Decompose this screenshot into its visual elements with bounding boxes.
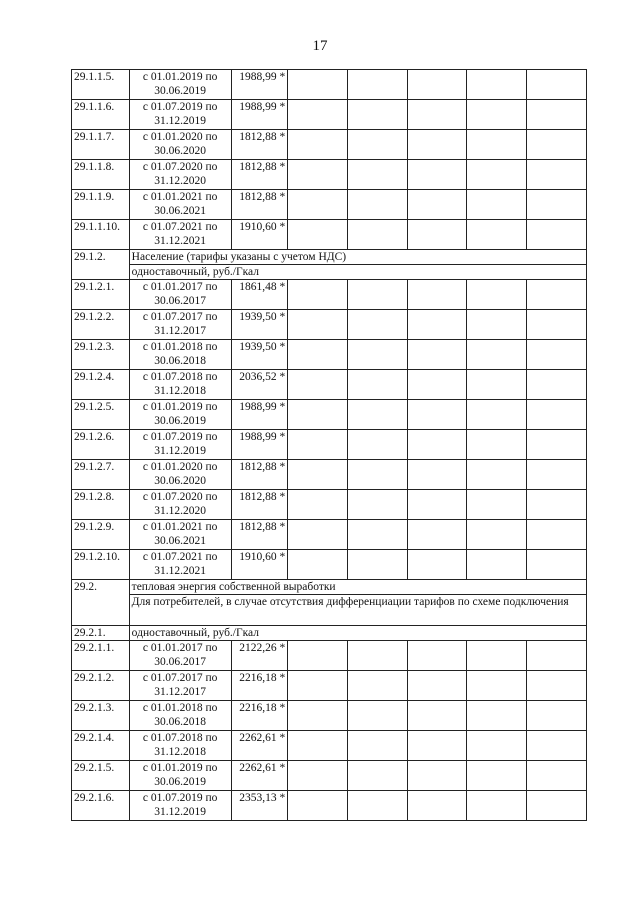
- row-number: 29.1.2.4.: [72, 370, 130, 400]
- period-cell: с 01.01.2020 по 30.06.2020: [129, 460, 231, 490]
- empty-cell: [407, 520, 467, 550]
- empty-cell: [348, 370, 408, 400]
- empty-cell: [467, 400, 527, 430]
- empty-cell: [407, 460, 467, 490]
- period-cell: с 01.01.2018 по 30.06.2018: [129, 701, 231, 731]
- table-row: [72, 520, 587, 550]
- empty-cell: [407, 761, 467, 791]
- period-cell: с 01.07.2019 по 31.12.2019: [129, 430, 231, 460]
- tariff-value: 1812,88 *: [231, 490, 288, 520]
- empty-cell: [527, 160, 587, 190]
- empty-cell: [467, 190, 527, 220]
- row-number: 29.1.2.6.: [72, 430, 130, 460]
- section-title: Население (тарифы указаны с учетом НДС): [129, 250, 586, 265]
- empty-cell: [348, 430, 408, 460]
- period-cell: с 01.07.2020 по 31.12.2020: [129, 160, 231, 190]
- period-cell: с 01.01.2017 по 30.06.2017: [129, 641, 231, 671]
- period-cell: с 01.01.2021 по 30.06.2021: [129, 190, 231, 220]
- tariff-table: [71, 69, 587, 821]
- empty-cell: [288, 520, 348, 550]
- empty-cell: [348, 310, 408, 340]
- empty-cell: [527, 400, 587, 430]
- tariff-value: 1988,99 *: [231, 400, 288, 430]
- section-number: 29.2.: [72, 580, 130, 626]
- empty-cell: [467, 731, 527, 761]
- empty-cell: [467, 520, 527, 550]
- empty-cell: [527, 370, 587, 400]
- tariff-value: 1988,99 *: [231, 70, 288, 100]
- empty-cell: [467, 310, 527, 340]
- tariff-value: 1988,99 *: [231, 430, 288, 460]
- period-cell: с 01.01.2019 по 30.06.2019: [129, 761, 231, 791]
- empty-cell: [348, 340, 408, 370]
- empty-cell: [407, 671, 467, 701]
- empty-cell: [348, 100, 408, 130]
- empty-cell: [348, 641, 408, 671]
- period-cell: с 01.01.2017 по 30.06.2017: [129, 280, 231, 310]
- empty-cell: [348, 280, 408, 310]
- period-cell: с 01.07.2021 по 31.12.2021: [129, 220, 231, 250]
- empty-cell: [407, 340, 467, 370]
- section-row: [72, 626, 587, 641]
- period-cell: с 01.07.2020 по 31.12.2020: [129, 490, 231, 520]
- empty-cell: [527, 130, 587, 160]
- row-number: 29.2.1.3.: [72, 701, 130, 731]
- tariff-value: 2036,52 *: [231, 370, 288, 400]
- tariff-value: 1861,48 *: [231, 280, 288, 310]
- empty-cell: [467, 701, 527, 731]
- empty-cell: [348, 400, 408, 430]
- empty-cell: [407, 731, 467, 761]
- empty-cell: [467, 370, 527, 400]
- empty-cell: [527, 430, 587, 460]
- empty-cell: [467, 220, 527, 250]
- empty-cell: [527, 70, 587, 100]
- empty-cell: [467, 130, 527, 160]
- empty-cell: [288, 340, 348, 370]
- tariff-value: 1910,60 *: [231, 550, 288, 580]
- tariff-value: 1988,99 *: [231, 100, 288, 130]
- table-row: [72, 671, 587, 701]
- row-number: 29.1.2.7.: [72, 460, 130, 490]
- empty-cell: [527, 280, 587, 310]
- empty-cell: [348, 220, 408, 250]
- empty-cell: [527, 550, 587, 580]
- period-cell: с 01.07.2018 по 31.12.2018: [129, 370, 231, 400]
- section-row: [72, 580, 587, 595]
- empty-cell: [467, 340, 527, 370]
- table-row: [72, 550, 587, 580]
- section-title: тепловая энергия собственной выработки: [129, 580, 586, 595]
- empty-cell: [288, 641, 348, 671]
- empty-cell: [288, 550, 348, 580]
- empty-cell: [527, 490, 587, 520]
- row-number: 29.1.2.1.: [72, 280, 130, 310]
- empty-cell: [288, 761, 348, 791]
- empty-cell: [467, 550, 527, 580]
- empty-cell: [407, 160, 467, 190]
- empty-cell: [527, 731, 587, 761]
- empty-cell: [527, 791, 587, 821]
- empty-cell: [348, 190, 408, 220]
- table-row: [72, 731, 587, 761]
- tariff-value: 2122,26 *: [231, 641, 288, 671]
- row-number: 29.2.1.1.: [72, 641, 130, 671]
- empty-cell: [348, 550, 408, 580]
- table-row: [72, 641, 587, 671]
- table-row: [72, 130, 587, 160]
- row-number: 29.2.1.6.: [72, 791, 130, 821]
- empty-cell: [288, 370, 348, 400]
- table-row: [72, 340, 587, 370]
- empty-cell: [527, 641, 587, 671]
- empty-cell: [467, 280, 527, 310]
- table-row: [72, 310, 587, 340]
- empty-cell: [527, 761, 587, 791]
- empty-cell: [288, 671, 348, 701]
- row-number: 29.1.2.9.: [72, 520, 130, 550]
- period-cell: с 01.07.2017 по 31.12.2017: [129, 310, 231, 340]
- empty-cell: [527, 460, 587, 490]
- period-cell: с 01.01.2019 по 30.06.2019: [129, 70, 231, 100]
- empty-cell: [348, 761, 408, 791]
- empty-cell: [467, 761, 527, 791]
- empty-cell: [407, 791, 467, 821]
- empty-cell: [348, 160, 408, 190]
- empty-cell: [407, 701, 467, 731]
- row-number: 29.2.1.4.: [72, 731, 130, 761]
- table-row: [72, 791, 587, 821]
- empty-cell: [467, 460, 527, 490]
- empty-cell: [348, 460, 408, 490]
- row-number: 29.1.1.7.: [72, 130, 130, 160]
- table-row: [72, 400, 587, 430]
- empty-cell: [288, 280, 348, 310]
- empty-cell: [288, 430, 348, 460]
- table-row: [72, 430, 587, 460]
- table-row: [72, 490, 587, 520]
- empty-cell: [467, 160, 527, 190]
- tariff-value: 2353,13 *: [231, 791, 288, 821]
- empty-cell: [288, 190, 348, 220]
- empty-cell: [527, 220, 587, 250]
- empty-cell: [527, 520, 587, 550]
- period-cell: с 01.07.2019 по 31.12.2019: [129, 791, 231, 821]
- empty-cell: [348, 731, 408, 761]
- row-number: 29.2.1.5.: [72, 761, 130, 791]
- empty-cell: [527, 190, 587, 220]
- empty-cell: [527, 340, 587, 370]
- row-number: 29.1.1.10.: [72, 220, 130, 250]
- period-cell: с 01.07.2019 по 31.12.2019: [129, 100, 231, 130]
- empty-cell: [348, 791, 408, 821]
- tariff-value: 1812,88 *: [231, 520, 288, 550]
- empty-cell: [288, 731, 348, 761]
- empty-cell: [467, 430, 527, 460]
- tariff-value: 1812,88 *: [231, 160, 288, 190]
- empty-cell: [527, 100, 587, 130]
- tariff-value: 2216,18 *: [231, 701, 288, 731]
- table-row: [72, 280, 587, 310]
- section-title: одноставочный, руб./Гкал: [129, 626, 586, 641]
- empty-cell: [527, 310, 587, 340]
- empty-cell: [407, 490, 467, 520]
- row-number: 29.1.1.8.: [72, 160, 130, 190]
- tariff-value: 1812,88 *: [231, 460, 288, 490]
- empty-cell: [288, 130, 348, 160]
- empty-cell: [348, 490, 408, 520]
- empty-cell: [288, 220, 348, 250]
- empty-cell: [407, 70, 467, 100]
- table-row: [72, 460, 587, 490]
- table-row: [72, 220, 587, 250]
- table-row: [72, 761, 587, 791]
- row-number: 29.1.2.8.: [72, 490, 130, 520]
- empty-cell: [288, 310, 348, 340]
- tariff-value: 1910,60 *: [231, 220, 288, 250]
- tariff-value: 2216,18 *: [231, 671, 288, 701]
- empty-cell: [407, 370, 467, 400]
- empty-cell: [288, 460, 348, 490]
- row-number: 29.1.2.2.: [72, 310, 130, 340]
- tariff-value: 1812,88 *: [231, 190, 288, 220]
- table-row: [72, 70, 587, 100]
- empty-cell: [348, 130, 408, 160]
- period-cell: с 01.01.2020 по 30.06.2020: [129, 130, 231, 160]
- tariff-value: 1939,50 *: [231, 310, 288, 340]
- row-number: 29.1.2.3.: [72, 340, 130, 370]
- empty-cell: [407, 641, 467, 671]
- tariff-value: 2262,61 *: [231, 761, 288, 791]
- period-cell: с 01.07.2018 по 31.12.2018: [129, 731, 231, 761]
- empty-cell: [288, 490, 348, 520]
- tariff-value: 2262,61 *: [231, 731, 288, 761]
- empty-cell: [407, 220, 467, 250]
- row-number: 29.1.2.5.: [72, 400, 130, 430]
- period-cell: с 01.07.2017 по 31.12.2017: [129, 671, 231, 701]
- empty-cell: [407, 400, 467, 430]
- row-number: 29.1.2.10.: [72, 550, 130, 580]
- table-row: [72, 701, 587, 731]
- tariff-value: 1939,50 *: [231, 340, 288, 370]
- table-row: [72, 160, 587, 190]
- table-row: [72, 190, 587, 220]
- period-cell: с 01.07.2021 по 31.12.2021: [129, 550, 231, 580]
- empty-cell: [407, 130, 467, 160]
- table-row: [72, 370, 587, 400]
- empty-cell: [288, 160, 348, 190]
- tariff-value: 1812,88 *: [231, 130, 288, 160]
- empty-cell: [407, 310, 467, 340]
- empty-cell: [467, 70, 527, 100]
- empty-cell: [467, 490, 527, 520]
- row-number: 29.1.1.5.: [72, 70, 130, 100]
- empty-cell: [467, 671, 527, 701]
- section-number: 29.1.2.: [72, 250, 130, 280]
- subsection-row: [72, 265, 587, 280]
- empty-cell: [467, 100, 527, 130]
- empty-cell: [407, 430, 467, 460]
- empty-cell: [348, 701, 408, 731]
- period-cell: с 01.01.2021 по 30.06.2021: [129, 520, 231, 550]
- empty-cell: [348, 671, 408, 701]
- empty-cell: [527, 701, 587, 731]
- period-cell: с 01.01.2019 по 30.06.2019: [129, 400, 231, 430]
- subsection-title: одноставочный, руб./Гкал: [129, 265, 586, 280]
- subsection-title: Для потребителей, в случае отсутствия дифференциации тарифов по схеме подключения: [129, 595, 586, 626]
- empty-cell: [407, 190, 467, 220]
- empty-cell: [467, 641, 527, 671]
- row-number: 29.2.1.2.: [72, 671, 130, 701]
- row-number: 29.1.1.9.: [72, 190, 130, 220]
- empty-cell: [288, 791, 348, 821]
- table-row: [72, 100, 587, 130]
- empty-cell: [288, 701, 348, 731]
- section-number: 29.2.1.: [72, 626, 130, 641]
- empty-cell: [407, 100, 467, 130]
- period-cell: с 01.01.2018 по 30.06.2018: [129, 340, 231, 370]
- empty-cell: [407, 550, 467, 580]
- empty-cell: [467, 791, 527, 821]
- empty-cell: [348, 520, 408, 550]
- empty-cell: [527, 671, 587, 701]
- row-number: 29.1.1.6.: [72, 100, 130, 130]
- section-row: [72, 250, 587, 265]
- empty-cell: [288, 400, 348, 430]
- subsection-row: [72, 595, 587, 626]
- page-number: 17: [312, 38, 328, 54]
- empty-cell: [348, 70, 408, 100]
- empty-cell: [407, 280, 467, 310]
- empty-cell: [288, 70, 348, 100]
- empty-cell: [288, 100, 348, 130]
